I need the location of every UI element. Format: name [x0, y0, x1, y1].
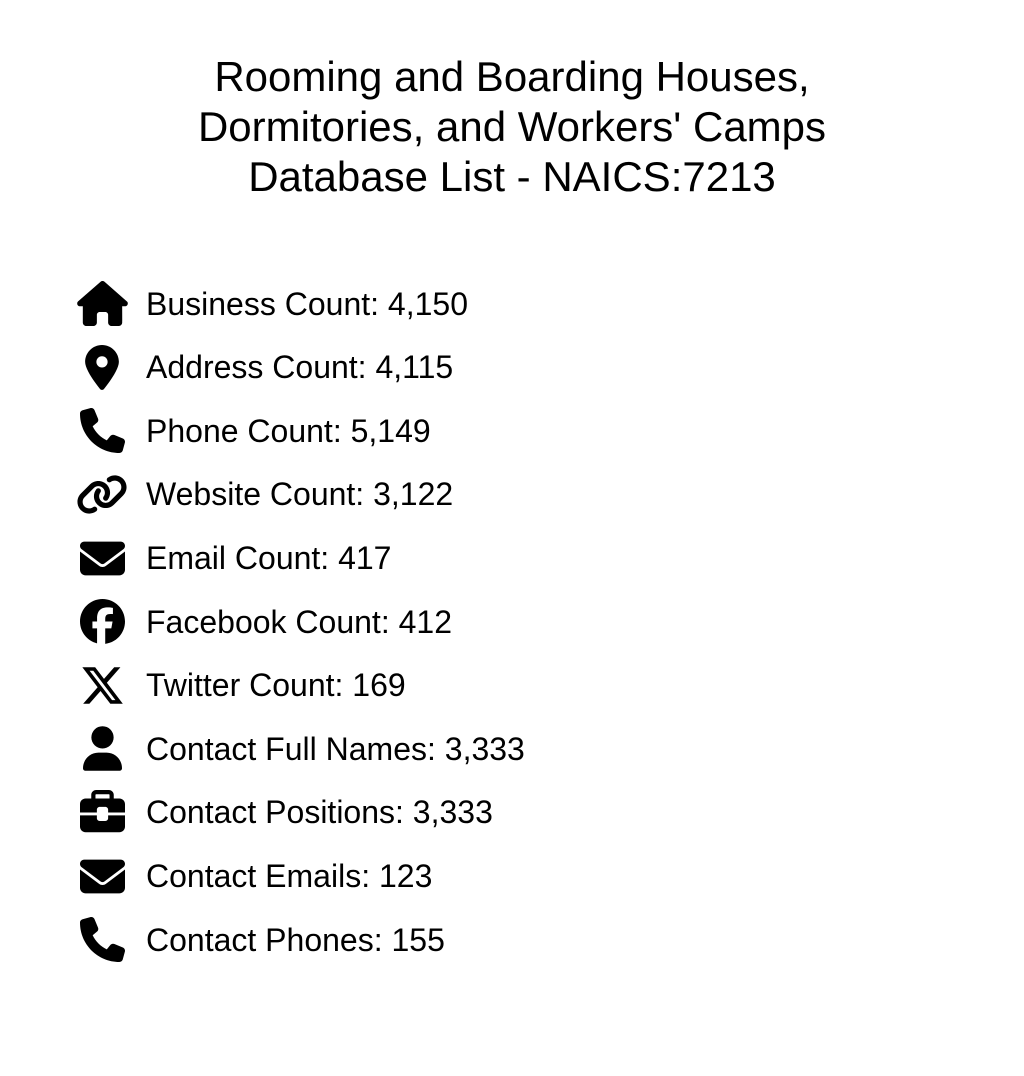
page-title-line-1: Rooming and Boarding Houses, [214, 53, 810, 100]
phone-icon [76, 408, 128, 453]
database-list-page [0, 52, 1024, 1076]
page-title-line-3: Database List - NAICS:7213 [248, 153, 776, 200]
stat-row-email-count [76, 526, 1024, 590]
stat-row-contact-emails [76, 844, 1024, 908]
briefcase-icon [76, 790, 128, 835]
stat-text: Twitter Count: 169 [146, 667, 406, 704]
stat-text: Facebook Count: 412 [146, 603, 452, 640]
stat-text: Contact Positions: 3,333 [146, 794, 493, 831]
envelope-icon [76, 536, 128, 581]
stat-text: Phone Count: 5,149 [146, 412, 431, 449]
page-title-line-2: Dormitories, and Workers' Camps [197, 103, 827, 150]
stat-text: Email Count: 417 [146, 539, 392, 576]
stat-text: Address Count: 4,115 [146, 349, 454, 386]
stats-list [0, 272, 1024, 972]
stat-row-twitter-count [76, 654, 1024, 718]
envelope-icon [76, 854, 128, 899]
stat-row-contact-full-names [76, 717, 1024, 781]
stat-row-address-count [76, 336, 1024, 400]
stat-text: Contact Emails: 123 [146, 857, 433, 894]
stat-row-facebook-count [76, 590, 1024, 654]
stat-text: Website Count: 3,122 [146, 476, 454, 513]
link-icon [76, 472, 128, 517]
stat-row-website-count [76, 463, 1024, 527]
location-dot-icon [76, 345, 128, 390]
stat-text: Contact Phones: 155 [146, 921, 445, 958]
stat-text: Business Count: 4,150 [146, 285, 468, 322]
stat-row-contact-phones [76, 908, 1024, 972]
stat-row-phone-count [76, 399, 1024, 463]
page-title [62, 52, 962, 202]
stat-row-business-count [76, 272, 1024, 336]
stat-row-contact-positions [76, 781, 1024, 845]
house-icon [76, 281, 128, 326]
phone-icon [76, 917, 128, 962]
stat-text: Contact Full Names: 3,333 [146, 730, 525, 767]
user-icon [76, 726, 128, 771]
facebook-icon [76, 599, 128, 644]
x-twitter-icon [76, 663, 128, 708]
